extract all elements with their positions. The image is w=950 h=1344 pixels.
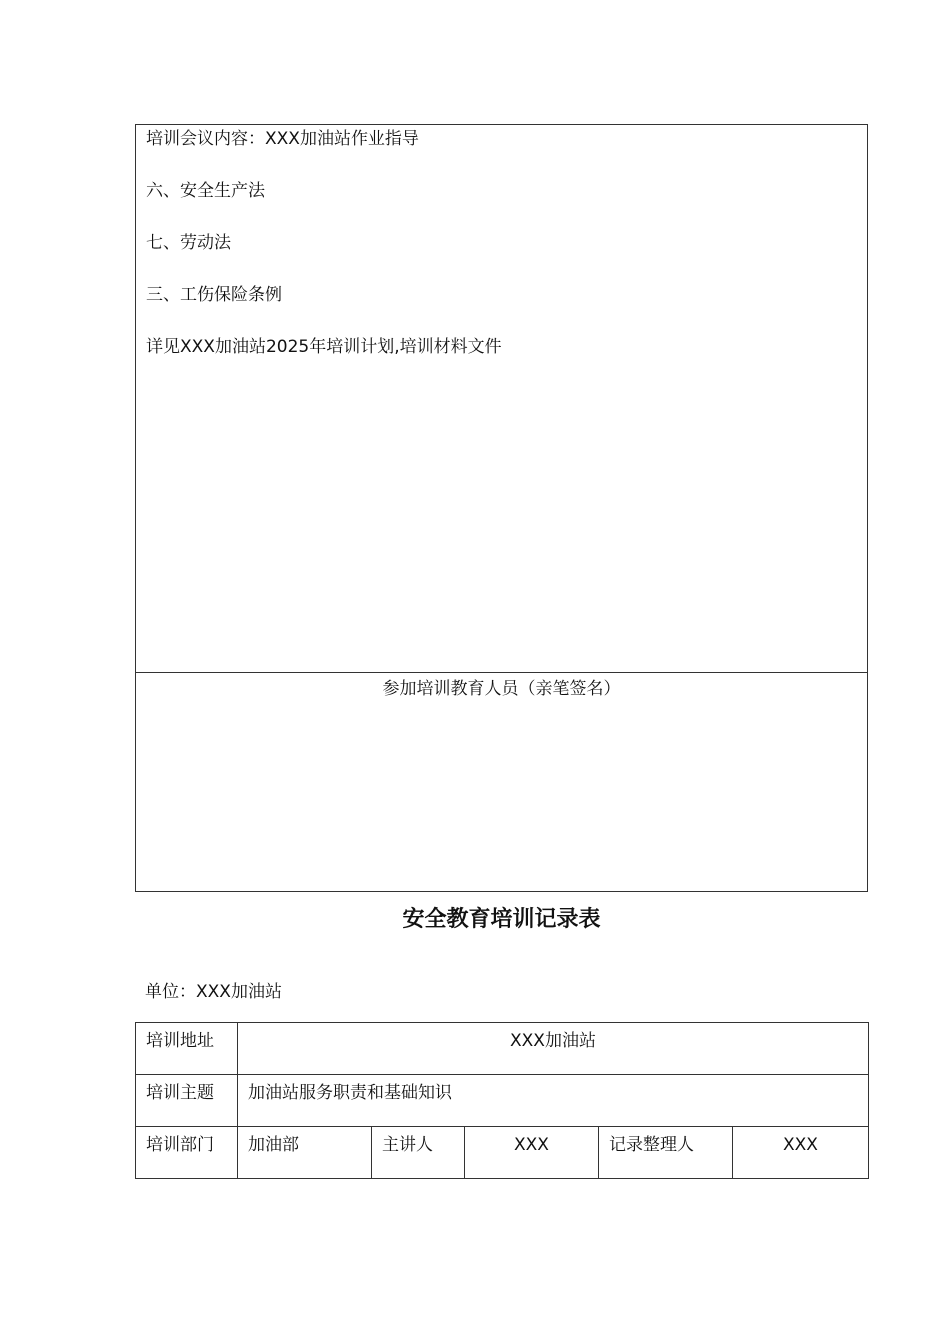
content-line-4: 三、工伤保险条例 bbox=[146, 285, 282, 305]
dept-value: 加油部 bbox=[238, 1127, 372, 1179]
training-info-table bbox=[135, 1022, 869, 1179]
recorder-value: XXX bbox=[733, 1127, 869, 1179]
signature-title: 参加培训教育人员（亲笔签名） bbox=[382, 679, 621, 699]
dept-label: 培训部门 bbox=[136, 1127, 238, 1179]
address-label: 培训地址 bbox=[136, 1023, 238, 1075]
content-line-5: 详见XXX加油站2025年培训计划,培训材料文件 bbox=[146, 337, 502, 357]
table-row-address bbox=[136, 1023, 869, 1075]
table-row-topic bbox=[136, 1075, 869, 1127]
table-row-department bbox=[136, 1127, 869, 1179]
content-line-2: 六、安全生产法 bbox=[146, 181, 265, 201]
content-line-1: 培训会议内容：XXX加油站作业指导 bbox=[146, 129, 419, 149]
unit-line: 单位：XXX加油站 bbox=[145, 982, 282, 1002]
address-value: XXX加油站 bbox=[238, 1023, 869, 1075]
topic-value: 加油站服务职责和基础知识 bbox=[238, 1075, 869, 1127]
speaker-value: XXX bbox=[465, 1127, 599, 1179]
content-line-3: 七、劳动法 bbox=[146, 233, 231, 253]
speaker-label: 主讲人 bbox=[372, 1127, 465, 1179]
signature-box bbox=[135, 672, 868, 892]
topic-label: 培训主题 bbox=[136, 1075, 238, 1127]
training-content-box bbox=[135, 124, 868, 673]
document-title: 安全教育培训记录表 bbox=[402, 906, 601, 932]
recorder-label: 记录整理人 bbox=[599, 1127, 733, 1179]
